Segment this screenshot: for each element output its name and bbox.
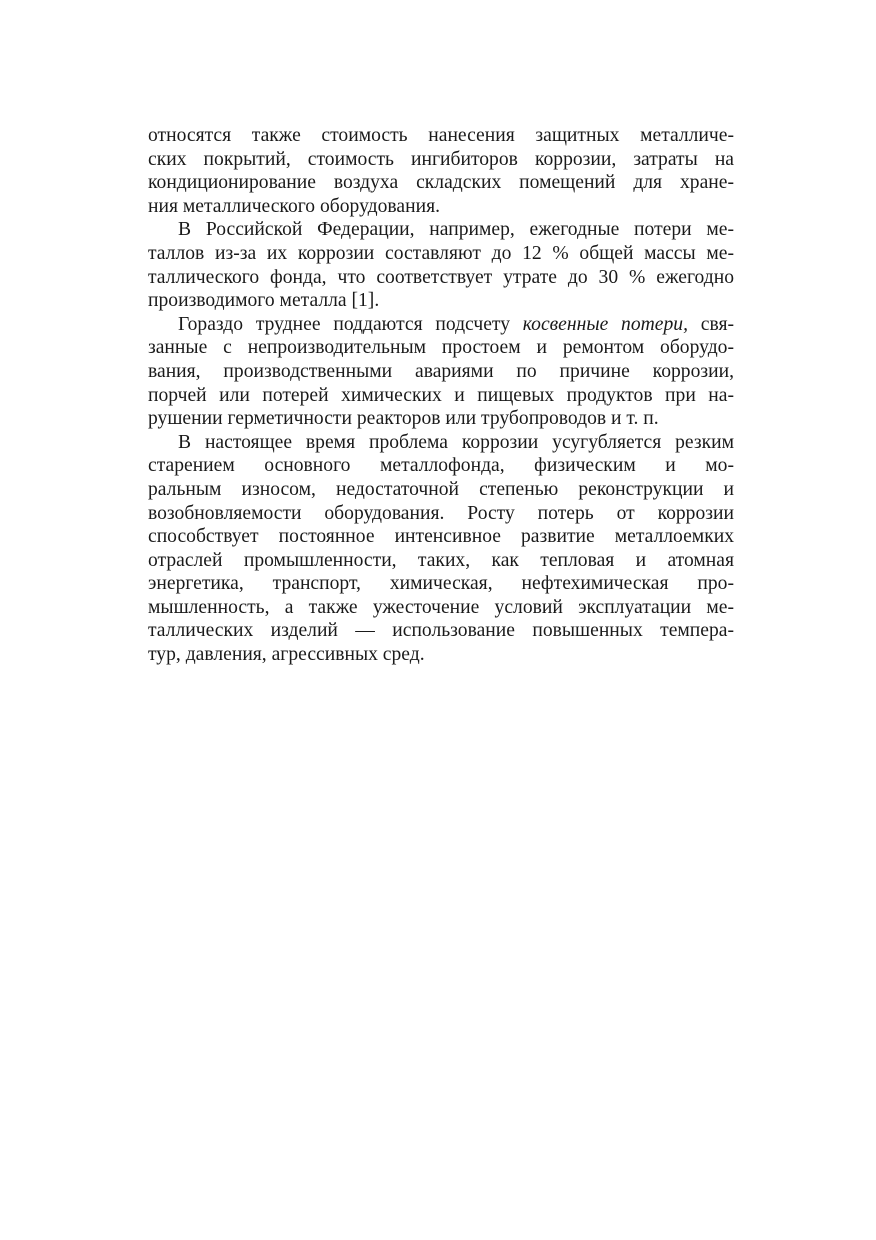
text-line: ских покрытий, стоимость ингибиторов коррозии, затраты на bbox=[148, 148, 734, 170]
text-line: таллических изделий — использование повышенных темпера- bbox=[148, 620, 734, 642]
text-line: таллического фонда, что соответствует утрате до 30 % ежегодно bbox=[148, 266, 734, 288]
italic-term: косвенные потери, bbox=[522, 313, 688, 335]
text-line: энергетика, транспорт, химическая, нефтехимическая про- bbox=[148, 573, 734, 595]
text-line: мышленность, а также ужесточение условий эксплуатации ме- bbox=[148, 596, 734, 618]
text-line: производимого металла [1]. bbox=[148, 290, 380, 312]
text-line: рушении герметичности реакторов или трубопроводов и т. п. bbox=[148, 408, 659, 430]
text-line: относятся также стоимость нанесения защитных металличе- bbox=[148, 125, 734, 146]
text-run: Гораздо труднее поддаются подсчету bbox=[178, 313, 523, 335]
text-line: кондиционирование воздуха складских помещений для хране- bbox=[148, 172, 734, 194]
body-text bbox=[148, 124, 734, 667]
text-line: ния металлического оборудования. bbox=[148, 195, 440, 217]
text-run: свя- bbox=[688, 313, 734, 335]
text-line: возобновляемости оборудования. Росту потерь от коррозии bbox=[148, 502, 734, 524]
text-line: тур, давления, агрессивных сред. bbox=[148, 644, 425, 666]
text-line: ральным износом, недостаточной степенью реконструкции и bbox=[148, 478, 734, 500]
text-line bbox=[148, 313, 734, 337]
paragraph-1 bbox=[148, 124, 734, 218]
paragraph-3 bbox=[148, 313, 734, 431]
text-line: занные с непроизводительным простоем и ремонтом оборудо- bbox=[148, 337, 734, 359]
text-line: отраслей промышленности, таких, как тепловая и атомная bbox=[148, 549, 734, 571]
text-line: таллов из-за их коррозии составляют до 12 % общей массы ме- bbox=[148, 242, 734, 264]
paragraph-2 bbox=[148, 218, 734, 312]
paragraph-4 bbox=[148, 431, 734, 667]
text-line: старением основного металлофонда, физическим и мо- bbox=[148, 455, 734, 477]
text-line: В Российской Федерации, например, ежегодные потери ме- bbox=[178, 219, 734, 241]
text-line: порчей или потерей химических и пищевых продуктов при на- bbox=[148, 384, 734, 406]
text-line: В настоящее время проблема коррозии усугубляется резким bbox=[178, 431, 734, 453]
text-line: способствует постоянное интенсивное развитие металлоемких bbox=[148, 526, 734, 548]
text-line: вания, производственными авариями по причине коррозии, bbox=[148, 360, 734, 382]
